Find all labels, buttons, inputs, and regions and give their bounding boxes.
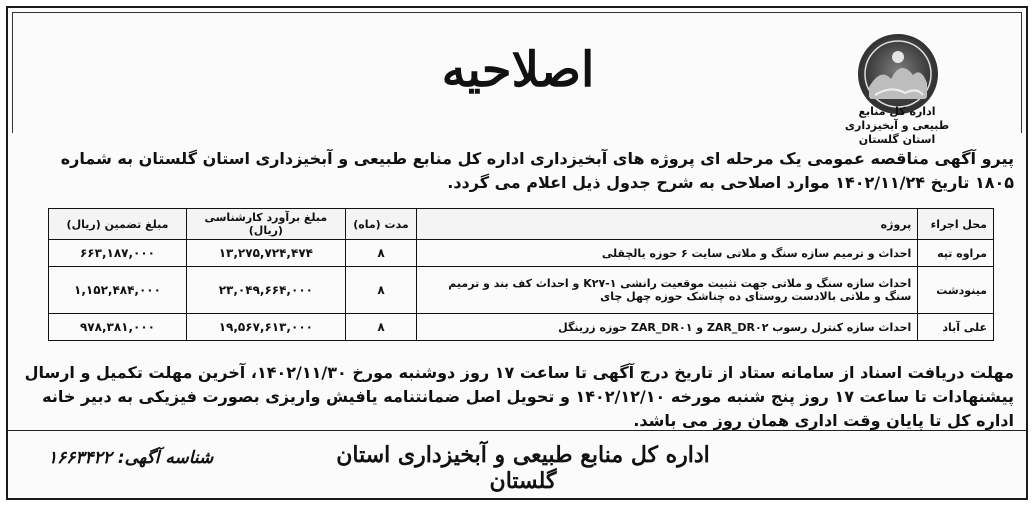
header-organization-name (842, 105, 952, 147)
notice-frame (6, 6, 1028, 500)
table-header-row (49, 209, 994, 240)
header-estimate: مبلغ برآورد کارشناسی (ریال) (187, 209, 346, 240)
cell-guarantee: ۹۷۸,۳۸۱,۰۰۰ (49, 314, 187, 341)
header-guarantee: مبلغ تضمین (ریال) (49, 209, 187, 240)
cell-duration: ۸ (345, 240, 417, 267)
intro-paragraph: پیرو آگهی مناقصه عمومی یک مرحله ای پروژه های آبخیزداری اداره کل منابع طبیعی و آبخیزداری استان گلستان به شماره ۱۸۰۵ تاریخ ۱۴۰۲/۱۱/۲۴ موارد اصلاحی به شرح جدول ذیل اعلام می گردد. (60, 149, 1014, 192)
cell-estimate: ۲۳,۰۴۹,۶۶۴,۰۰۰ (187, 267, 346, 314)
cell-guarantee: ۶۶۳,۱۸۷,۰۰۰ (49, 240, 187, 267)
deadline-paragraph: مهلت دریافت اسناد از سامانه ستاد از تاریخ درج آگهی تا ساعت ۱۷ روز دوشنبه مورخ ۱۴۰۲/۱۱/۳۰، آخرین مهلت تکمیل و ارسال پیشنهادات تا ساعت ۱۷ روز پنج شنبه مورخه ۱۴۰۲/۱۲/۱۰ و تحویل اصل ضمانتنامه یافیش واریزی بصورت فیزیکی به دبیر خانه اداره کل تا پایان وقت اداری همان روز می باشد. (24, 363, 1014, 430)
table-row (49, 314, 994, 341)
cell-estimate: ۱۳,۲۷۵,۷۲۴,۴۷۴ (187, 240, 346, 267)
cell-location: مراوه تپه (918, 240, 994, 267)
footer-organization-name: اداره کل منابع طبیعی و آبخیزداری استان گلستان (336, 442, 710, 494)
organization-emblem-icon (858, 34, 938, 114)
header-project: پروژه (417, 209, 918, 240)
cell-duration: ۸ (345, 314, 417, 341)
cell-guarantee: ۱,۱۵۲,۴۸۴,۰۰۰ (49, 267, 187, 314)
header-location: محل اجراء (918, 209, 994, 240)
page-title: اصلاحیه (441, 42, 595, 98)
projects-table (48, 208, 994, 341)
table-row (49, 267, 994, 314)
org-name-line1: اداره کل منابع طبیعی و آبخیزداری (844, 105, 950, 132)
cell-project: احداث و ترمیم سازه سنگ و ملاتی سایت ۶ حوزه یالچقلی (417, 240, 918, 267)
cell-duration: ۸ (345, 267, 417, 314)
cell-project: احداث سازه کنترل رسوب ZAR_DR۰۲ و ZAR_DR۰۱ حوزه زرینگل (417, 314, 918, 341)
cell-estimate: ۱۹,۵۶۷,۶۱۳,۰۰۰ (187, 314, 346, 341)
ad-identifier: شناسه آگهی: ۱۶۶۳۴۲۲ (48, 448, 214, 468)
cell-location: علی آباد (918, 314, 994, 341)
org-name-line2: استان گلستان (858, 133, 936, 146)
cell-project: احداث سازه سنگ و ملاتی جهت تثبیت موقعیت رانشی K۲۷-۱ و احداث کف بند و ترمیم سنگ و ملاتی بالادست روستای ده چناشک حوزه چهل چای (417, 267, 918, 314)
table-row (49, 240, 994, 267)
footer-divider (8, 430, 1026, 431)
cell-location: مینودشت (918, 267, 994, 314)
header-duration: مدت (ماه) (345, 209, 417, 240)
